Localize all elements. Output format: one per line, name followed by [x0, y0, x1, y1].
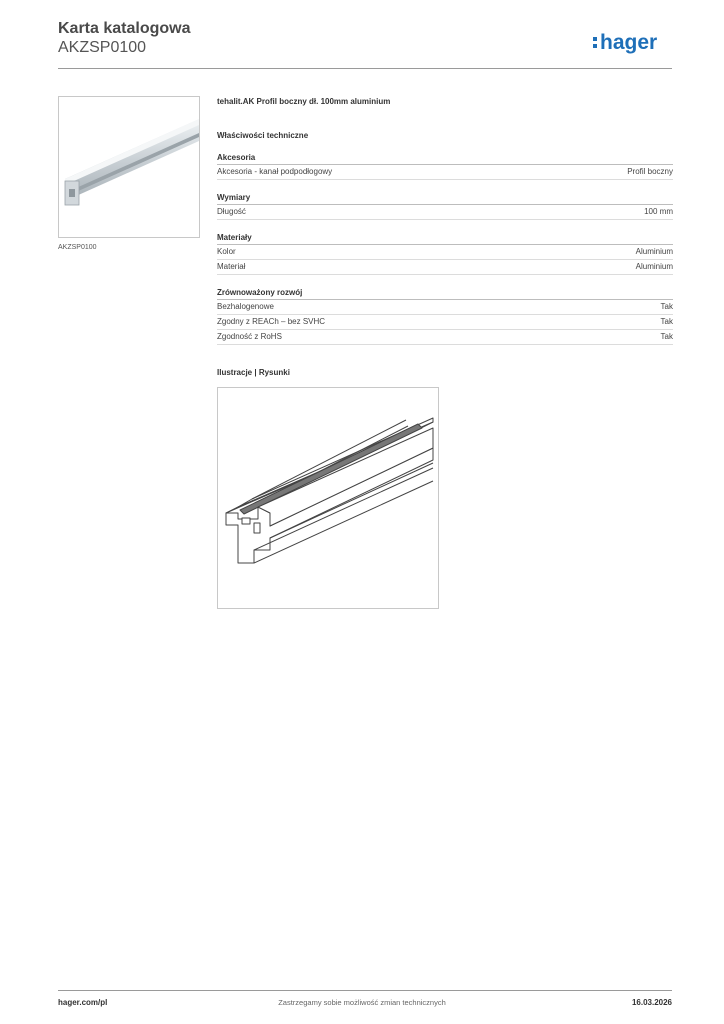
spec-row	[217, 315, 673, 330]
logo-text: hager	[600, 31, 658, 54]
group-title: Materiały	[217, 232, 673, 245]
spec-group-materials	[217, 232, 673, 275]
spec-row	[217, 330, 673, 345]
tech-section-title: Właściwości techniczne	[217, 131, 309, 140]
spec-label: Zgodność z RoHS	[217, 332, 282, 341]
spec-value: Profil boczny	[627, 167, 673, 176]
page-title: Karta katalogowa	[58, 20, 191, 37]
spec-row	[217, 260, 673, 275]
spec-value: Aluminium	[635, 247, 673, 256]
spec-group-sustainability	[217, 287, 673, 345]
hager-logo	[592, 28, 674, 58]
product-code: AKZSP0100	[58, 39, 147, 56]
spec-value: 100 mm	[644, 207, 673, 216]
spec-label: Akcesoria - kanał podpodłogowy	[217, 167, 333, 176]
spec-value: Tak	[660, 302, 673, 311]
spec-label: Bezhalogenowe	[217, 302, 274, 311]
spec-value: Tak	[660, 332, 673, 341]
footer-website: hager.com/pl	[58, 998, 108, 1007]
technical-drawing	[217, 387, 439, 609]
group-title: Akcesoria	[217, 152, 673, 165]
spec-label: Kolor	[217, 247, 236, 256]
spec-label: Długość	[217, 207, 246, 216]
spec-row	[217, 165, 673, 180]
spec-label: Materiał	[217, 262, 246, 271]
spec-content	[217, 96, 673, 609]
spec-group-accessories	[217, 152, 673, 180]
product-photo	[58, 96, 200, 238]
header-divider	[58, 68, 672, 69]
photo-caption: AKZSP0100	[58, 244, 97, 251]
spec-value: Aluminium	[635, 262, 673, 271]
product-title: tehalit.AK Profil boczny dł. 100mm aluminium	[217, 97, 391, 106]
group-title: Wymiary	[217, 192, 673, 205]
group-title: Zrównoważony rozwój	[217, 287, 673, 300]
illustrations-title: Ilustracje | Rysunki	[217, 368, 290, 377]
spec-row	[217, 205, 673, 220]
spec-row	[217, 300, 673, 315]
spec-label: Zgodny z REACh – bez SVHC	[217, 317, 326, 326]
footer-date: 16.03.2026	[631, 998, 672, 1007]
spec-value: Tak	[660, 317, 673, 326]
spec-row	[217, 245, 673, 260]
footer-divider	[58, 990, 672, 991]
footer-disclaimer: Zastrzegamy sobie możliwość zmian technicznych	[278, 998, 446, 1007]
spec-group-dimensions	[217, 192, 673, 220]
